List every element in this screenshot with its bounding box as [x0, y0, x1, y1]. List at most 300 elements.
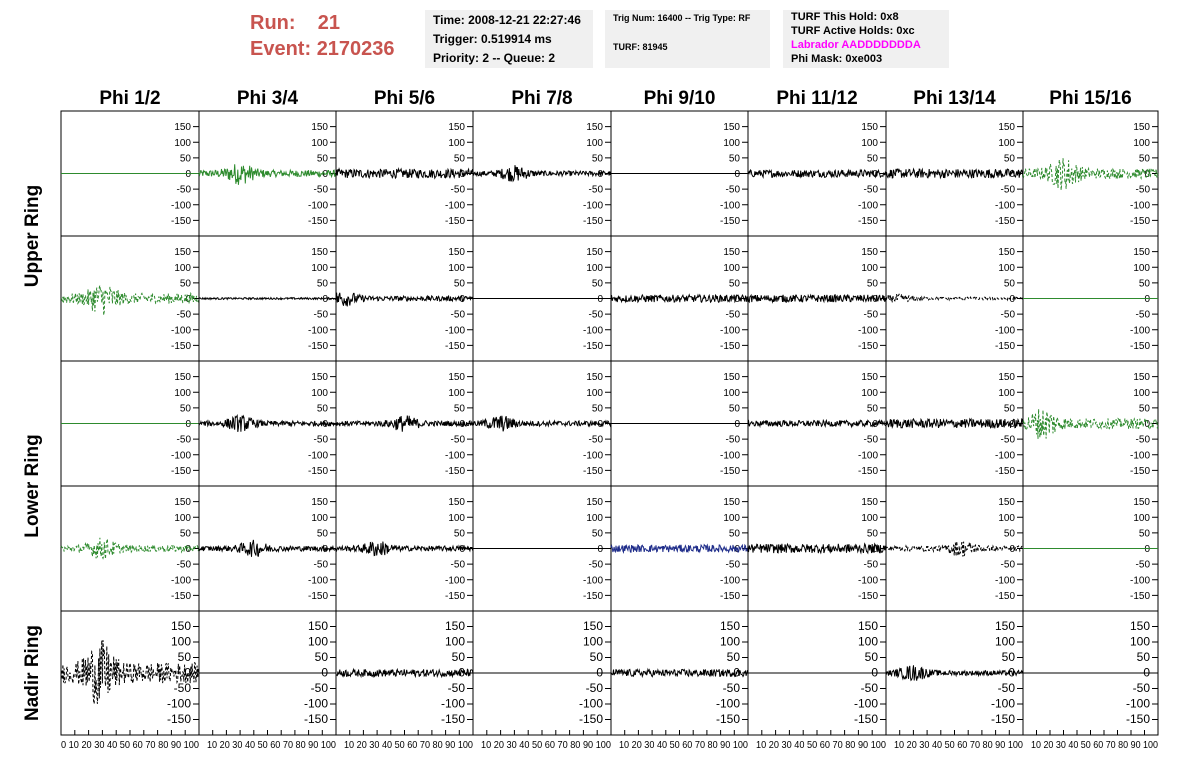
y-tick-label: 150: [444, 619, 465, 633]
y-tick-label: -50: [1135, 184, 1150, 196]
y-tick-label: -150: [166, 712, 191, 726]
y-tick-label: 0: [322, 419, 328, 430]
turf-hold-line: TURF This Hold: 0x8: [791, 11, 899, 23]
waveform-panel: [886, 486, 1023, 611]
y-tick-label: -150: [170, 340, 191, 352]
waveform-trace: [748, 420, 886, 426]
y-tick-label: -50: [722, 681, 740, 695]
y-tick-label: -100: [1129, 575, 1150, 587]
y-tick-label: -100: [444, 325, 465, 337]
turf-line: TURF: 81945: [613, 42, 668, 52]
priority-line: Priority: 2 -- Queue: 2: [433, 51, 556, 65]
waveform-trace: [748, 544, 886, 553]
waveform-panel: [61, 361, 199, 486]
y-tick-label: 150: [723, 372, 740, 384]
y-tick-label: 50: [177, 650, 191, 664]
waveform-trace: [611, 295, 748, 302]
y-tick-label: -100: [1129, 200, 1150, 212]
y-tick-label: 100: [994, 634, 1015, 649]
waveform-panel: [1023, 486, 1158, 611]
ring-label: Nadir Ring: [22, 624, 43, 722]
y-tick-label: -150: [853, 712, 878, 726]
waveform-panel: [611, 361, 748, 486]
y-tick-label: -150: [582, 215, 603, 227]
ring-label: Upper Ring: [22, 184, 43, 288]
y-tick-label: -100: [719, 325, 740, 337]
y-tick-label: 150: [1133, 372, 1150, 384]
y-tick-label: 150: [448, 122, 465, 134]
y-tick-label: 0: [597, 544, 603, 555]
y-tick-label: 150: [723, 497, 740, 509]
waveform-trace: [611, 669, 748, 676]
y-tick-label: -150: [307, 590, 328, 602]
y-tick-label: -100: [719, 575, 740, 587]
y-tick-label: 0: [734, 544, 740, 555]
y-tick-label: -150: [444, 215, 465, 227]
y-tick-label: 100: [861, 387, 878, 399]
y-tick-label: 50: [179, 278, 191, 290]
waveform-trace: [336, 293, 473, 307]
waveform-panel: [1023, 111, 1158, 236]
y-tick-label: 100: [1133, 262, 1150, 274]
y-tick-label: -100: [307, 450, 328, 462]
trigger-line: Trigger: 0.519914 ms: [433, 32, 552, 46]
y-tick-label: 50: [866, 403, 878, 415]
y-tick-label: 100: [861, 262, 878, 274]
y-tick-label: 100: [586, 387, 603, 399]
y-tick-label: 150: [586, 247, 603, 259]
y-tick-label: -50: [1132, 681, 1150, 695]
waveform-panel: [473, 361, 611, 486]
x-tick-labels: 10 20 30 40 50 60 70 80 90 100: [481, 739, 612, 751]
y-tick-label: -50: [450, 309, 465, 321]
waveform-trace: [199, 540, 336, 557]
y-tick-label: 100: [448, 137, 465, 149]
y-tick-label: 150: [998, 497, 1015, 509]
y-tick-label: 50: [1138, 403, 1150, 415]
y-tick-label: -100: [994, 450, 1015, 462]
y-tick-label: 50: [451, 650, 465, 664]
y-tick-label: -100: [1125, 696, 1150, 711]
y-tick-label: -150: [994, 465, 1015, 477]
y-tick-label: 50: [316, 528, 328, 540]
y-tick-label: -50: [863, 184, 878, 196]
y-tick-label: -100: [1129, 450, 1150, 462]
y-tick-label: -50: [450, 559, 465, 571]
y-tick-label: 50: [1001, 650, 1015, 664]
y-tick-label: -100: [444, 575, 465, 587]
y-tick-label: -150: [170, 590, 191, 602]
y-tick-label: -50: [863, 309, 878, 321]
y-tick-label: 50: [316, 403, 328, 415]
y-tick-label: 100: [998, 512, 1015, 524]
y-tick-label: 100: [1133, 512, 1150, 524]
run-label: Run:: [250, 12, 296, 34]
y-tick-label: 100: [723, 512, 740, 524]
y-tick-label: 50: [1138, 153, 1150, 165]
y-tick-label: 100: [174, 512, 191, 524]
waveform-trace: [611, 545, 748, 552]
waveform-trace: [199, 164, 336, 185]
waveform-trace: [473, 416, 611, 432]
y-tick-label: 0: [734, 169, 740, 180]
y-tick-label: -50: [1000, 184, 1015, 196]
y-tick-label: 150: [998, 247, 1015, 259]
y-tick-label: -150: [719, 215, 740, 227]
y-tick-label: -100: [857, 325, 878, 337]
y-tick-label: 100: [998, 137, 1015, 149]
y-tick-label: 100: [1133, 137, 1150, 149]
y-tick-label: -100: [719, 450, 740, 462]
y-tick-label: 50: [591, 153, 603, 165]
y-tick-label: -50: [450, 434, 465, 446]
phi-mask-line: Phi Mask: 0xe003: [791, 53, 883, 65]
y-tick-label: -150: [994, 340, 1015, 352]
y-tick-label: -50: [313, 309, 328, 321]
y-tick-label: -50: [863, 434, 878, 446]
y-tick-label: 100: [448, 512, 465, 524]
waveform-trace: [199, 416, 336, 432]
y-tick-label: -150: [994, 590, 1015, 602]
y-tick-label: -50: [863, 559, 878, 571]
y-tick-label: 150: [448, 497, 465, 509]
y-tick-label: 150: [311, 122, 328, 134]
y-tick-label: -150: [170, 465, 191, 477]
x-tick-labels: 10 20 30 40 50 60 70 80 90 100: [756, 739, 887, 751]
waveform-trace: [886, 665, 1023, 680]
waveform-panel: [61, 611, 199, 735]
waveform-panel: [61, 486, 199, 611]
waveform-panel: [61, 111, 199, 236]
y-tick-label: 0: [1144, 169, 1150, 180]
y-tick-label: 50: [866, 278, 878, 290]
y-tick-label: 50: [866, 153, 878, 165]
y-tick-label: 100: [174, 387, 191, 399]
y-tick-label: -150: [170, 215, 191, 227]
y-tick-label: 100: [311, 512, 328, 524]
waveform-panel: [199, 486, 336, 611]
y-tick-label: -100: [990, 696, 1015, 711]
y-tick-label: 0: [733, 665, 740, 680]
y-tick-label: -50: [176, 559, 191, 571]
y-tick-label: 0: [597, 169, 603, 180]
y-tick-label: 150: [174, 372, 191, 384]
waveform-panel: [748, 111, 886, 236]
y-tick-label: -150: [582, 465, 603, 477]
waveform-panel: [886, 611, 1023, 735]
event-label: Event:: [250, 38, 312, 60]
y-tick-label: -100: [170, 325, 191, 337]
y-tick-label: 50: [728, 528, 740, 540]
y-tick-label: 150: [1133, 497, 1150, 509]
y-tick-label: 100: [311, 262, 328, 274]
y-tick-label: -50: [310, 681, 328, 695]
waveform-panel: [199, 111, 336, 236]
y-tick-label: 50: [1138, 278, 1150, 290]
y-tick-label: 50: [453, 153, 465, 165]
x-tick-labels: 10 20 30 40 50 60 70 80 90 100: [344, 739, 474, 751]
y-tick-label: 100: [1133, 387, 1150, 399]
y-tick-label: 50: [179, 403, 191, 415]
waveform-panel: [336, 486, 473, 611]
y-tick-label: 0: [185, 419, 191, 430]
y-tick-label: -150: [715, 712, 740, 726]
y-tick-label: -150: [444, 465, 465, 477]
y-tick-label: -150: [303, 712, 328, 726]
y-tick-label: -50: [313, 184, 328, 196]
y-tick-label: -150: [990, 712, 1015, 726]
trig-num-line: Trig Num: 16400 -- Trig Type: RF: [613, 13, 751, 23]
y-tick-label: -150: [307, 340, 328, 352]
y-tick-label: -150: [582, 340, 603, 352]
y-tick-label: 100: [723, 387, 740, 399]
waveform-trace: [886, 541, 1023, 556]
y-tick-label: -50: [176, 309, 191, 321]
y-tick-label: 150: [723, 247, 740, 259]
y-tick-label: -150: [444, 590, 465, 602]
y-tick-label: -100: [719, 200, 740, 212]
x-tick-labels: 10 20 30 40 50 60 70 80 90 100: [1031, 739, 1159, 751]
y-tick-label: 0: [872, 419, 878, 430]
x-tick-labels: 10 20 30 40 50 60 70 80 90 100: [207, 739, 337, 751]
y-tick-label: 0: [185, 169, 191, 180]
y-tick-label: -150: [444, 340, 465, 352]
y-tick-label: -50: [313, 434, 328, 446]
y-tick-label: -100: [303, 696, 328, 711]
y-tick-label: 50: [728, 153, 740, 165]
y-tick-label: -150: [1129, 590, 1150, 602]
y-tick-label: 0: [1009, 419, 1015, 430]
y-tick-label: -150: [857, 465, 878, 477]
y-tick-label: 150: [994, 619, 1015, 633]
waveform-panel: [473, 486, 611, 611]
y-tick-label: -150: [307, 215, 328, 227]
y-tick-label: 100: [448, 387, 465, 399]
y-tick-label: 0: [1144, 419, 1150, 430]
y-tick-label: 150: [311, 497, 328, 509]
y-tick-label: 100: [586, 137, 603, 149]
y-tick-label: 50: [179, 528, 191, 540]
y-tick-label: -50: [1000, 309, 1015, 321]
waveform-trace: [473, 165, 611, 181]
y-tick-label: -100: [582, 325, 603, 337]
y-tick-label: -50: [176, 434, 191, 446]
waveform-panel: [1023, 361, 1158, 486]
y-tick-label: -150: [578, 712, 603, 726]
y-tick-label: 50: [1136, 650, 1150, 664]
y-tick-label: 150: [586, 122, 603, 134]
y-tick-label: 50: [453, 278, 465, 290]
y-tick-label: 100: [444, 634, 465, 649]
y-tick-label: 0: [1144, 544, 1150, 555]
y-tick-label: 50: [314, 650, 328, 664]
y-tick-label: -50: [313, 559, 328, 571]
y-tick-label: -100: [170, 575, 191, 587]
y-tick-label: 50: [1138, 528, 1150, 540]
y-tick-label: 50: [316, 278, 328, 290]
y-tick-label: -150: [307, 465, 328, 477]
y-tick-label: -100: [857, 200, 878, 212]
y-tick-label: -100: [994, 200, 1015, 212]
waveform-panel: [199, 361, 336, 486]
y-tick-label: -50: [1000, 559, 1015, 571]
x-tick-labels: 10 20 30 40 50 60 70 80 90 100: [894, 739, 1024, 751]
phi-column-label: Phi 11/12: [776, 88, 858, 109]
y-tick-label: 150: [311, 372, 328, 384]
y-tick-label: 100: [998, 387, 1015, 399]
time-line: Time: 2008-12-21 22:27:46: [433, 13, 581, 27]
event-value: 2170236: [316, 38, 395, 60]
y-tick-label: 0: [1143, 665, 1150, 680]
y-tick-label: 100: [723, 262, 740, 274]
waveform-trace: [748, 295, 886, 302]
waveform-panel: [336, 361, 473, 486]
y-tick-label: -150: [1129, 340, 1150, 352]
y-tick-label: 0: [459, 169, 465, 180]
y-tick-label: -50: [725, 309, 740, 321]
y-tick-label: -150: [1125, 712, 1150, 726]
y-tick-label: 100: [861, 512, 878, 524]
y-tick-label: 50: [864, 650, 878, 664]
y-tick-label: 50: [591, 403, 603, 415]
waveform-panel: [199, 611, 336, 735]
waveform-panel: [61, 236, 199, 361]
y-tick-label: 50: [728, 403, 740, 415]
y-tick-label: 150: [586, 497, 603, 509]
y-tick-label: 100: [1129, 634, 1150, 649]
y-tick-label: 100: [719, 634, 740, 649]
y-tick-label: -50: [1135, 309, 1150, 321]
y-tick-label: -100: [582, 575, 603, 587]
phi-column-label: Phi 9/10: [643, 88, 716, 109]
y-tick-label: 100: [586, 512, 603, 524]
y-tick-label: 100: [586, 262, 603, 274]
y-tick-label: -150: [719, 590, 740, 602]
waveform-panel: [473, 236, 611, 361]
x-tick-labels: 0 10 20 30 40 50 60 70 80 90 100: [61, 739, 200, 751]
phi-column-label: Phi 7/8: [511, 88, 573, 109]
waveform-panel: [886, 361, 1023, 486]
waveform-panel: [886, 111, 1023, 236]
y-tick-label: 50: [1003, 403, 1015, 415]
y-tick-label: 150: [1133, 247, 1150, 259]
y-tick-label: -100: [440, 696, 465, 711]
y-tick-label: 150: [311, 247, 328, 259]
y-tick-label: 100: [311, 387, 328, 399]
y-tick-label: -50: [588, 184, 603, 196]
y-tick-label: -50: [447, 681, 465, 695]
waveform-panel: [336, 236, 473, 361]
y-tick-label: 150: [861, 122, 878, 134]
y-tick-label: 150: [857, 619, 878, 633]
y-tick-label: -100: [170, 450, 191, 462]
y-tick-label: 100: [582, 634, 603, 649]
y-tick-label: 150: [861, 372, 878, 384]
y-tick-label: -50: [1135, 434, 1150, 446]
y-tick-label: 50: [866, 528, 878, 540]
y-tick-label: -100: [715, 696, 740, 711]
y-tick-label: 50: [728, 278, 740, 290]
y-tick-label: 150: [586, 372, 603, 384]
y-tick-label: 0: [734, 419, 740, 430]
y-tick-label: 0: [459, 544, 465, 555]
y-tick-label: 50: [179, 153, 191, 165]
y-tick-label: -150: [994, 215, 1015, 227]
y-tick-label: -100: [307, 200, 328, 212]
y-tick-label: -100: [994, 575, 1015, 587]
y-tick-label: 0: [596, 665, 603, 680]
y-tick-label: 50: [726, 650, 740, 664]
waveform-panel: [473, 611, 611, 735]
y-tick-label: 0: [1008, 665, 1015, 680]
waveform-trace: [336, 542, 473, 556]
y-tick-label: 100: [861, 137, 878, 149]
y-tick-label: 150: [307, 619, 328, 633]
y-tick-label: -100: [582, 450, 603, 462]
y-tick-label: -100: [578, 696, 603, 711]
y-tick-label: 150: [174, 247, 191, 259]
y-tick-label: 50: [453, 528, 465, 540]
y-tick-label: 100: [857, 634, 878, 649]
phi-column-label: Phi 3/4: [236, 88, 299, 109]
y-tick-label: -150: [582, 590, 603, 602]
waveform-trace: [886, 294, 1023, 302]
waveform-trace: [336, 669, 473, 676]
y-tick-label: -100: [444, 200, 465, 212]
y-tick-label: 0: [872, 294, 878, 305]
y-tick-label: -150: [1129, 465, 1150, 477]
y-tick-label: -50: [588, 559, 603, 571]
y-tick-label: -50: [588, 309, 603, 321]
y-tick-label: 0: [872, 169, 878, 180]
phi-column-label: Phi 13/14: [913, 88, 996, 109]
y-tick-label: 0: [597, 294, 603, 305]
y-tick-label: -50: [997, 681, 1015, 695]
waveform-panel: [611, 611, 748, 735]
y-tick-label: -50: [450, 184, 465, 196]
y-tick-label: 150: [448, 372, 465, 384]
waveform-trace: [886, 169, 1023, 178]
waveform-panel: [336, 611, 473, 735]
y-tick-label: -150: [857, 340, 878, 352]
waveform-panel: [1023, 236, 1158, 361]
waveform-trace: [61, 538, 199, 559]
y-tick-label: 100: [170, 634, 191, 649]
y-tick-label: 150: [719, 619, 740, 633]
y-tick-label: -100: [857, 450, 878, 462]
y-tick-label: 100: [723, 137, 740, 149]
waveform-trace: [336, 416, 473, 432]
phi-column-label: Phi 1/2: [99, 88, 161, 109]
y-tick-label: 50: [589, 650, 603, 664]
y-tick-label: -100: [307, 575, 328, 587]
y-tick-label: 150: [998, 372, 1015, 384]
y-tick-label: 150: [174, 122, 191, 134]
y-tick-label: 0: [459, 419, 465, 430]
y-tick-label: -100: [444, 450, 465, 462]
waveform-trace: [336, 169, 473, 178]
y-tick-label: 100: [448, 262, 465, 274]
y-tick-label: -50: [1000, 434, 1015, 446]
y-tick-label: -50: [725, 434, 740, 446]
waveform-trace: [748, 170, 886, 177]
y-tick-label: -150: [440, 712, 465, 726]
y-tick-label: -100: [853, 696, 878, 711]
labrador-line: Labrador AADDDDDDDA: [791, 39, 921, 51]
y-tick-label: 100: [174, 262, 191, 274]
y-tick-label: 0: [872, 544, 878, 555]
y-tick-label: -50: [1135, 559, 1150, 571]
